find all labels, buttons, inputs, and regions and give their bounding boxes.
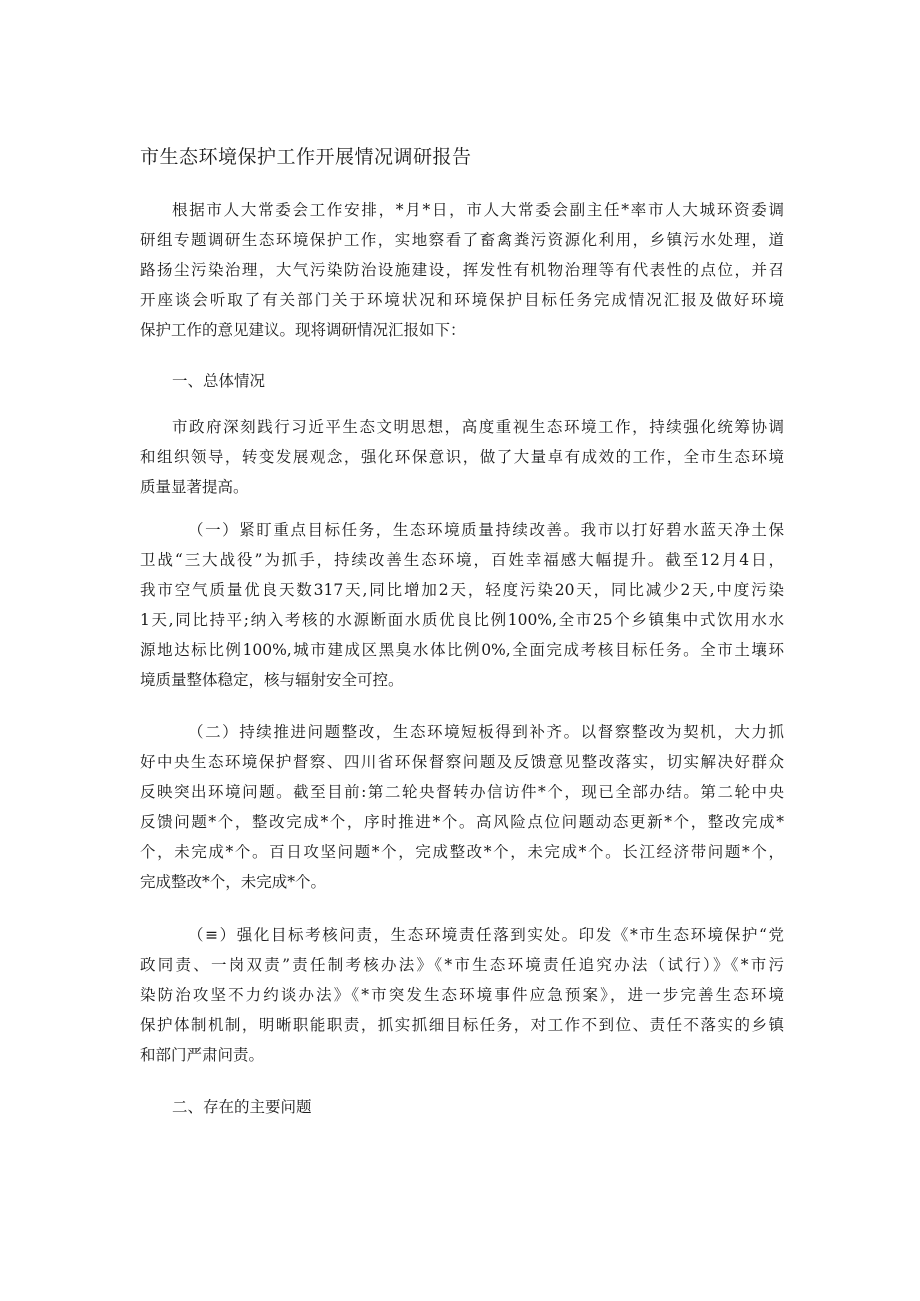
item-2-line: 好中央生态环境保护督察、四川省环保督察问题及反馈意见整改落实，切实解决好群众 <box>140 753 784 771</box>
item-1-line: （一）紧盯重点目标任务，生态环境质量持续改善。我市以打好碧水蓝天净土保 <box>188 521 784 539</box>
item-1-line: 境质量整体稳定，核与辐射安全可控。 <box>140 671 404 689</box>
item-3-line: 和部门严肃问责。 <box>140 1046 265 1064</box>
intro-line: 路扬尘污染治理，大气污染防治设施建设，挥发性有机物治理等有代表性的点位，并召 <box>140 261 784 279</box>
item-2-line: 反映突出环境问题。截至目前:第二轮央督转办信访件*个，现已全部办结。第二轮中央 <box>140 783 784 801</box>
item-2-line: 完成整改*个，未完成*个。 <box>140 873 327 891</box>
intro-line: 研组专题调研生态环境保护工作，实地察看了畜禽粪污资源化利用，乡镇污水处理，道 <box>140 231 784 249</box>
section-heading-overview: 一、总体情况 <box>172 372 266 390</box>
overview-line: 质量显著提高。 <box>140 478 249 496</box>
item-3-line: 染防治攻坚不力约谈办法》《*市突发生态环境事件应急预案》，进一步完善生态环境 <box>140 986 784 1004</box>
item-3-line: （≡）强化目标考核问责，生态环境责任落到实处。印发《*市生态环境保护“党 <box>188 926 784 944</box>
item-2-line: 个，未完成*个。百日攻坚问题*个，完成整改*个，未完成*个。长江经济带问题*个， <box>140 843 784 861</box>
item-3-line: 政同责、一岗双责”责任制考核办法》《*市生态环境责任追究办法（试行）》《*市污 <box>140 956 784 974</box>
section-heading-problems: 二、存在的主要问题 <box>172 1098 312 1116</box>
overview-line: 市政府深刻践行习近平生态文明思想，高度重视生态环境工作，持续强化统筹协调 <box>172 418 784 436</box>
intro-line: 开座谈会听取了有关部门关于环境状况和环境保护目标任务完成情况汇报及做好环境 <box>140 291 784 309</box>
item-1-line: 我市空气质量优良天数317天,同比增加2天，轻度污染20天，同比减少2天,中度污染 <box>140 581 784 599</box>
overview-line: 和组织领导，转变发展观念，强化环保意识，做了大量卓有成效的工作，全市生态环境 <box>140 448 784 466</box>
item-3-line: 保护体制机制，明晰职能职责，抓实抓细目标任务，对工作不到位、责任不落实的乡镇 <box>140 1016 784 1034</box>
item-1-line: 卫战“三大战役”为抓手，持续改善生态环境，百姓幸福感大幅提升。截至12月4日， <box>140 551 784 569</box>
item-1-line: 源地达标比例100%,城市建成区黑臭水体比例0%,全面完成考核目标任务。全市土壤环 <box>140 641 784 659</box>
item-2-line: （二）持续推进问题整改，生态环境短板得到补齐。以督察整改为契机，大力抓 <box>188 723 784 741</box>
intro-line: 保护工作的意见建议。现将调研情况汇报如下： <box>140 321 466 339</box>
item-2-line: 反馈问题*个，整改完成*个，序时推进*个。高风险点位问题动态更新*个，整改完成* <box>140 813 784 831</box>
document-title: 市生态环境保护工作开展情况调研报告 <box>140 146 472 168</box>
intro-line: 根据市人大常委会工作安排，*月*日，市人大常委会副主任*率市人大城环资委调 <box>172 201 784 219</box>
item-1-line: 1天,同比持平;纳入考核的水源断面水质优良比例100%,全市25个乡镇集中式饮用水水 <box>140 611 784 629</box>
